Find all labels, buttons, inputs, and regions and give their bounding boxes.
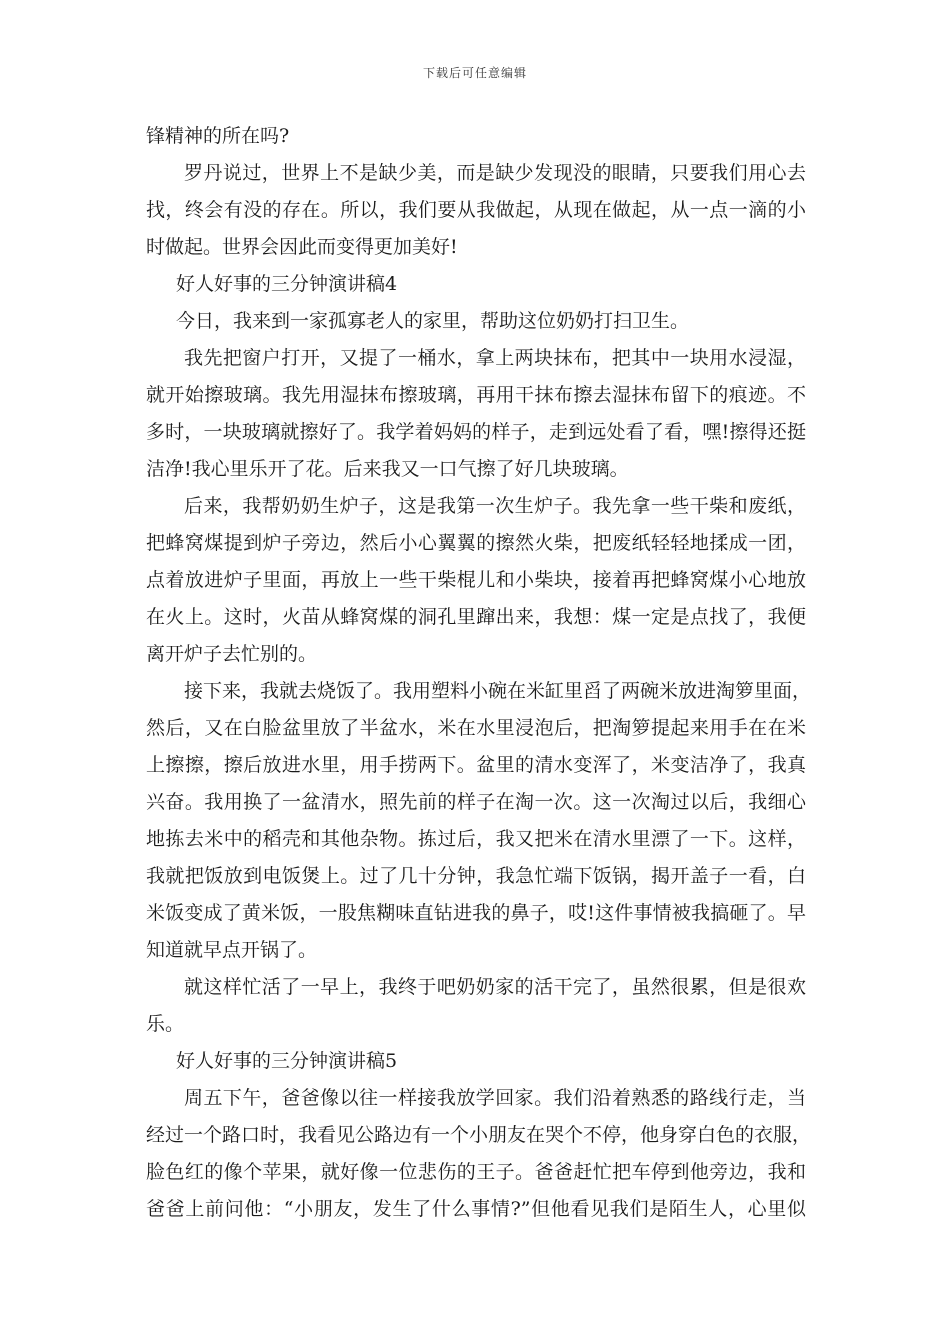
text-line: 离开炉子去忙别的。: [146, 643, 318, 665]
text-line: 米饭变成了黄米饭，一股焦糊味直钻进我的鼻子，哎!这件事情被我搞砸了。早: [146, 902, 806, 924]
text-line: 好人好事的三分钟演讲稿4: [176, 273, 398, 295]
text-line: 就这样忙活了一早上，我终于吧奶奶家的活干完了，虽然很累，但是很欢: [184, 976, 806, 998]
text-line: 我先把窗户打开，又提了一桶水，拿上两块抹布，把其中一块用水浸湿，: [184, 347, 806, 369]
text-line: 地拣去米中的稻壳和其他杂物。拣过后，我又把米在清水里漂了一下。这样，: [146, 828, 806, 850]
document-body: [146, 118, 812, 1228]
text-line: 把蜂窝煤提到炉子旁边，然后小心翼翼的擦然火柴，把废纸轻轻地揉成一团，: [146, 532, 806, 554]
text-line: 上擦擦，擦后放进水里，用手捞两下。盆里的清水变浑了，米变洁净了，我真: [146, 754, 806, 776]
text-line: 乐。: [146, 1013, 185, 1035]
text-line: 多时，一块玻璃就擦好了。我学着妈妈的样子，走到远处看了看，嘿!擦得还挺: [146, 421, 806, 443]
text-line: 我就把饭放到电饭煲上。过了几十分钟，我急忙端下饭锅，揭开盖子一看，白: [146, 865, 806, 887]
text-line: 罗丹说过，世界上不是缺少美，而是缺少发现没的眼睛，只要我们用心去: [184, 162, 806, 184]
text-line: 后来，我帮奶奶生炉子，这是我第一次生炉子。我先拿一些干柴和废纸，: [184, 495, 806, 517]
text-line: 爸爸上前问他：“小朋友，发生了什么事情?”但他看见我们是陌生人，心里似: [146, 1198, 806, 1220]
text-line: 周五下午，爸爸像以往一样接我放学回家。我们沿着熟悉的路线行走，当: [184, 1087, 806, 1109]
text-line: 然后，又在白脸盆里放了半盆水，米在水里浸泡后，把淘箩提起来用手在在米: [146, 717, 806, 739]
text-line: 就开始擦玻璃。我先用湿抹布擦玻璃，再用干抹布擦去湿抹布留下的痕迹。不: [146, 384, 806, 406]
text-line: 好人好事的三分钟演讲稿5: [176, 1050, 398, 1072]
text-line: 在火上。这时，火苗从蜂窝煤的洞孔里蹿出来，我想：煤一定是点找了，我便: [146, 606, 806, 628]
text-line: 锋精神的所在吗?: [146, 125, 290, 147]
text-line: 接下来，我就去烧饭了。我用塑料小碗在米缸里舀了两碗米放进淘箩里面，: [184, 680, 812, 702]
text-line: 洁净!我心里乐开了花。后来我又一口气擦了好几块玻璃。: [146, 458, 629, 480]
text-line: 经过一个路口时，我看见公路边有一个小朋友在哭个不停，他身穿白色的衣服，: [146, 1124, 812, 1146]
text-line: 时做起。世界会因此而变得更加美好!: [146, 236, 458, 258]
text-line: 找，终会有没的存在。所以，我们要从我做起，从现在做起，从一点一滴的小: [146, 199, 806, 221]
text-line: 知道就早点开锅了。: [146, 939, 318, 961]
text-line: 兴奋。我用换了一盆清水，照先前的样子在淘一次。这一次淘过以后，我细心: [146, 791, 806, 813]
text-line: 脸色红的像个苹果，就好像一位悲伤的王子。爸爸赶忙把车停到他旁边，我和: [146, 1161, 806, 1183]
page-header: 下载后可任意编辑: [422, 66, 527, 80]
text-line: 点着放进炉子里面，再放上一些干柴棍儿和小柴块，接着再把蜂窝煤小心地放: [146, 569, 806, 591]
text-line: 今日，我来到一家孤寡老人的家里，帮助这位奶奶打扫卫生。: [176, 310, 690, 332]
